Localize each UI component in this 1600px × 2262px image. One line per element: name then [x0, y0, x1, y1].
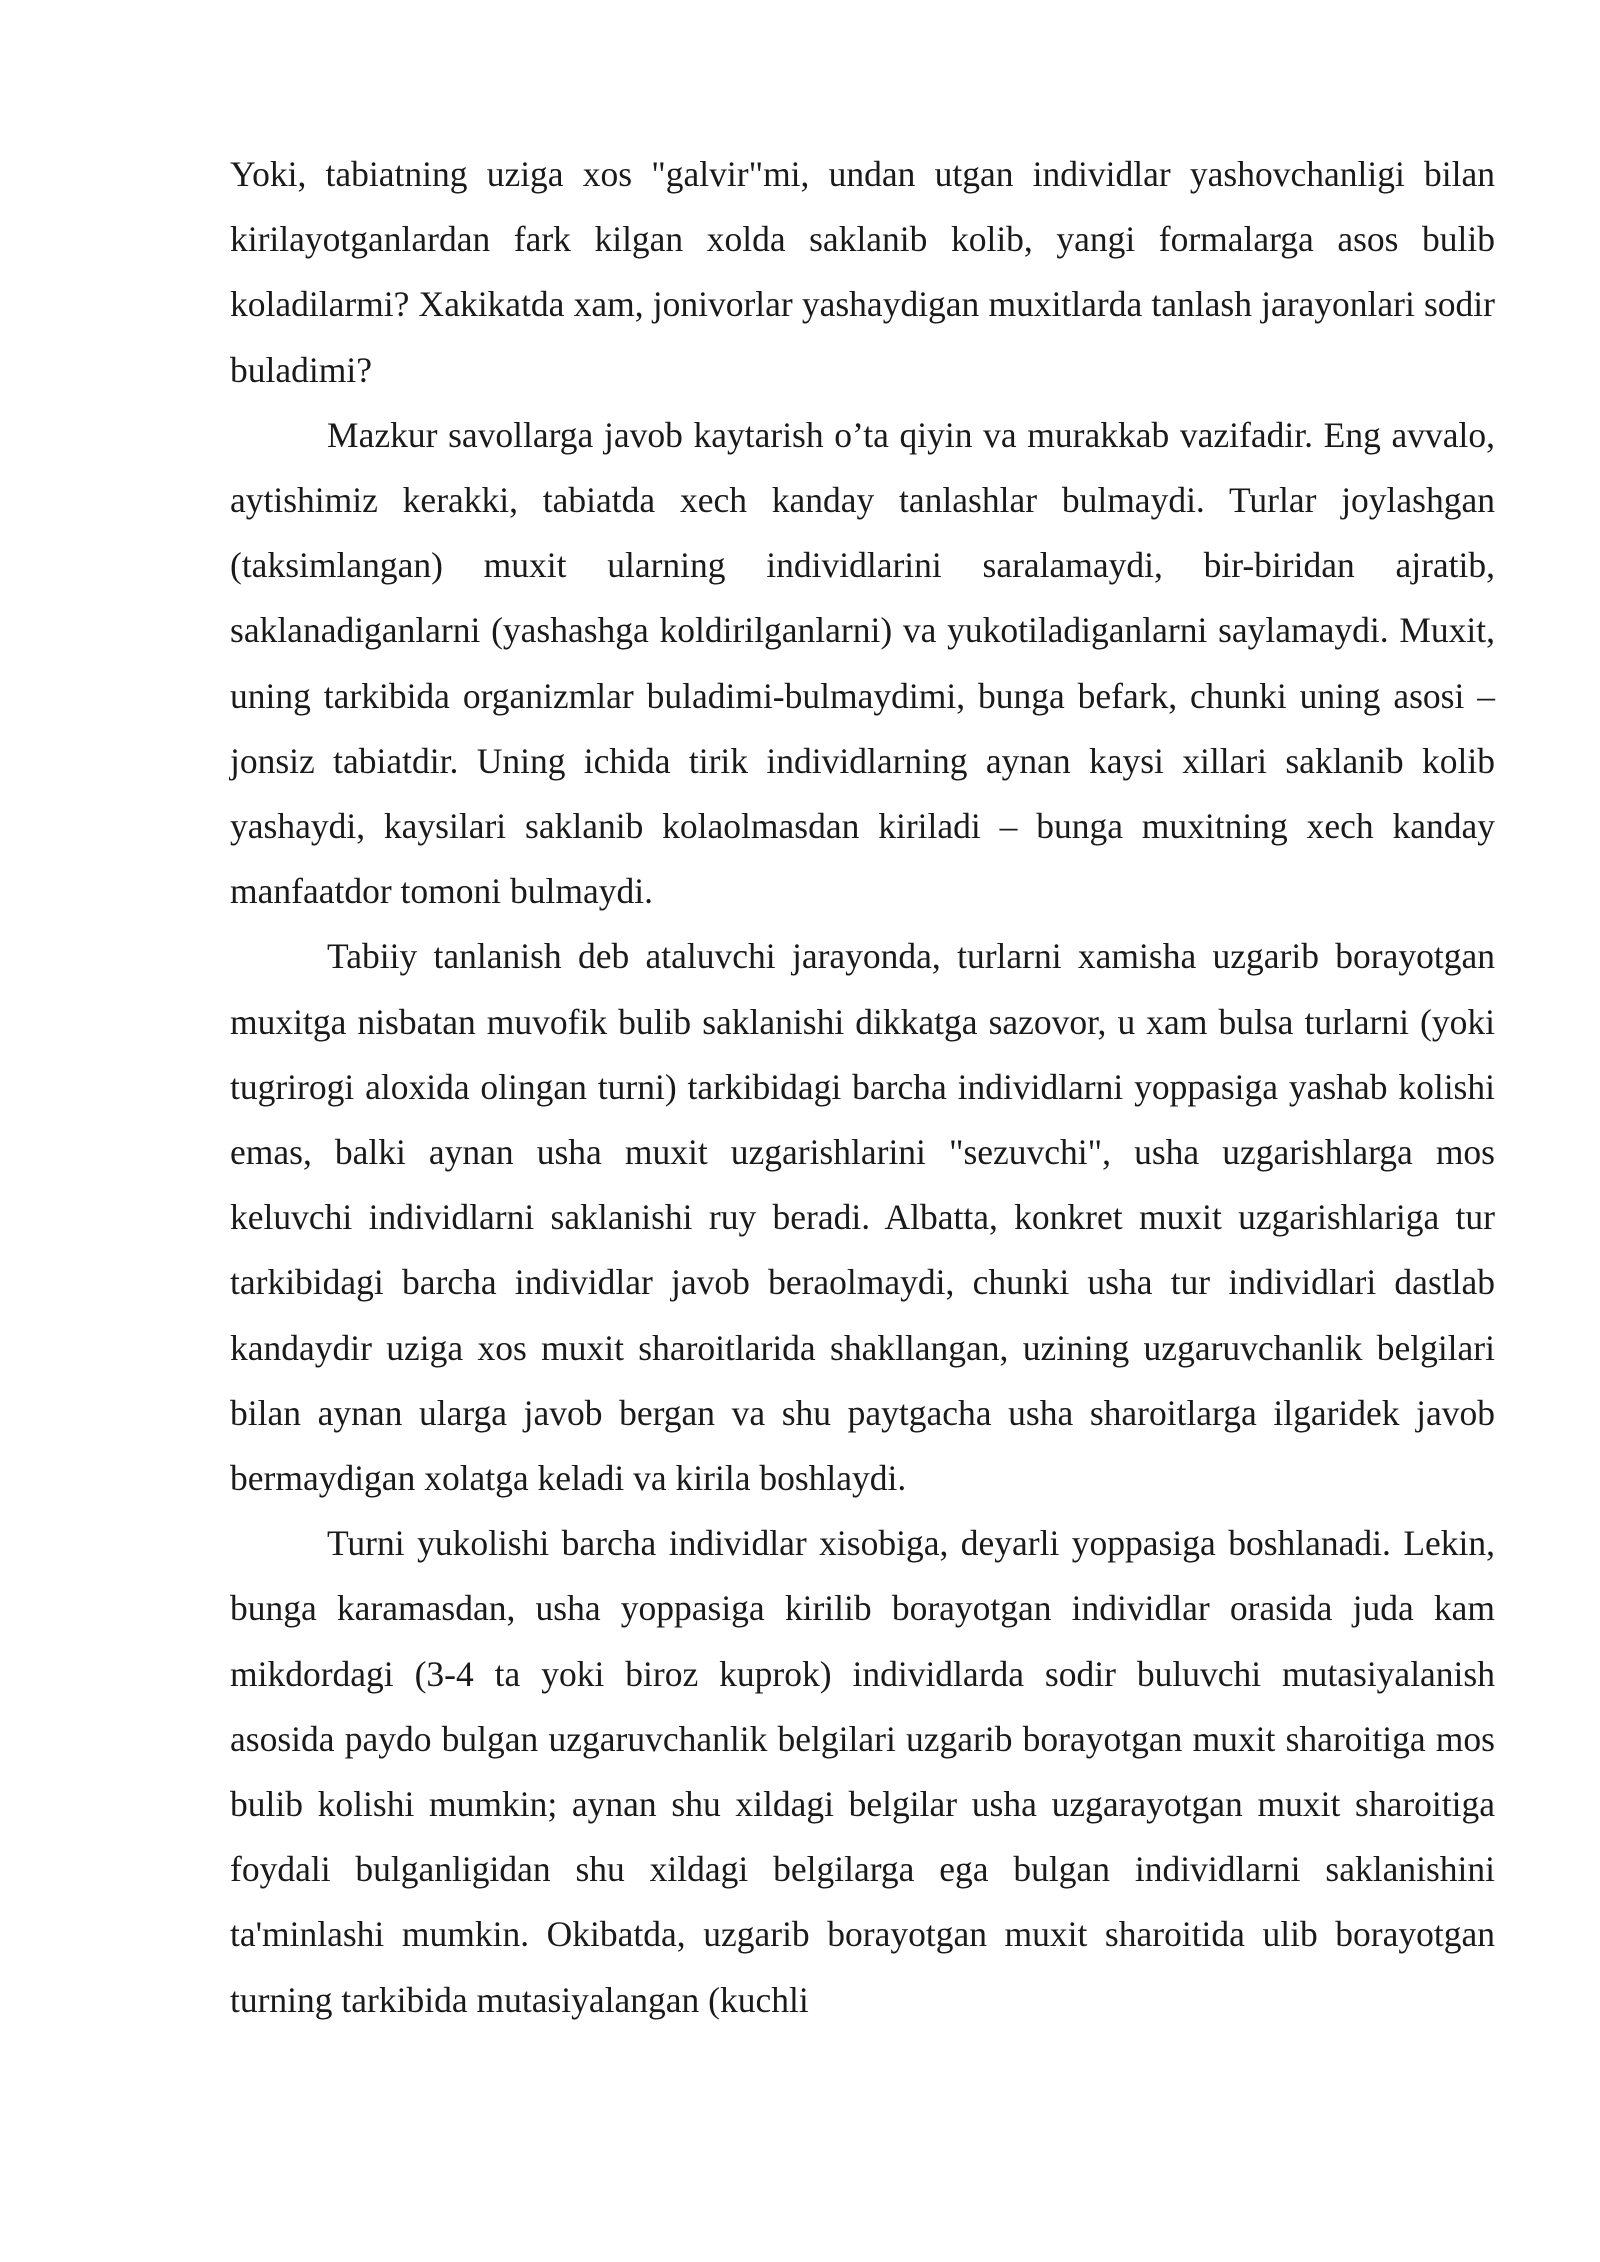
document-page [230, 142, 1495, 2033]
paragraph-2: Mazkur savollarga javob kaytarish o’ta qiyin va murakkab vazifadir. Eng avvalo, aytishimiz kerakki, tabiatda xech kanday tanlashlar bulmaydi. Turlar joylashgan (taksimlangan) muxit ularning individlarini saralamaydi, bir-biridan ajratib, saklanadiganlarni (yashashga koldirilganlarni) va yukotiladiganlarni saylamaydi. Muxit, uning tarkibida organizmlar buladimi-bulmaydimi, bunga befark, chunki uning asosi – jonsiz tabiatdir. Uning ichida tirik individlarning aynan kaysi xillari saklanib kolib yashaydi, kaysilari saklanib kolaolmasdan kiriladi – bunga muxitning xech kanday manfaatdor tomoni bulmaydi. [230, 414, 1495, 912]
paragraph-4: Turni yukolishi barcha individlar xisobiga, deyarli yoppasiga boshlanadi. Lekin, bunga karamasdan, usha yoppasiga kirilib borayotgan individlar orasida juda kam mikdordagi (3-4 ta yoki biroz kuprok) individlarda sodir buluvchi mutasiyalanish asosida paydo bulgan uzgaruvchanlik belgilari uzgarib borayotgan muxit sharoitiga mos bulib kolishi mumkin; aynan shu xildagi belgilar usha uzgarayotgan muxit sharoitiga foydali bulganligidan shu xildagi belgilarga ega bulgan individlarni saklanishini ta'minlashi mumkin. Okibatda, uzgarib borayotgan muxit sharoitida ulib borayotgan turning tarkibida mutasiyalangan (kuchli [230, 1523, 1495, 2020]
paragraph-3: Tabiiy tanlanish deb ataluvchi jarayonda, turlarni xamisha uzgarib borayotgan muxitga nisbatan muvofik bulib saklanishi dikkatga sazovor, u xam bulsa turlarni (yoki tugrirogi aloxida olingan turni) tarkibidagi barcha individlarni yoppasiga yashab kolishi emas, balki aynan usha muxit uzgarishlarini "sezuvchi", usha uzgarishlarga mos keluvchi individlarni saklanishi ruy beradi. Albatta, konkret muxit uzgarishlariga tur tarkibidagi barcha individlar javob beraolmaydi, chunki usha tur individlari dastlab kandaydir uziga xos muxit sharoitlarida shakllangan, uzining uzgaruvchanlik belgilari bilan aynan ularga javob bergan va shu paytgacha usha sharoitlarga ilgaridek javob bermaydigan xolatga keladi va kirila boshlaydi. [230, 936, 1495, 1499]
paragraph-1: Yoki, tabiatning uziga xos "galvir"mi, undan utgan individlar yashovchanligi bilan kirilayotganlardan fark kilgan xolda saklanib kolib, yangi formalarga asos bulib koladilarmi? Xakikatda xam, jonivorlar yashaydigan muxitlarda tanlash jarayonlari sodir buladimi? [230, 154, 1495, 390]
